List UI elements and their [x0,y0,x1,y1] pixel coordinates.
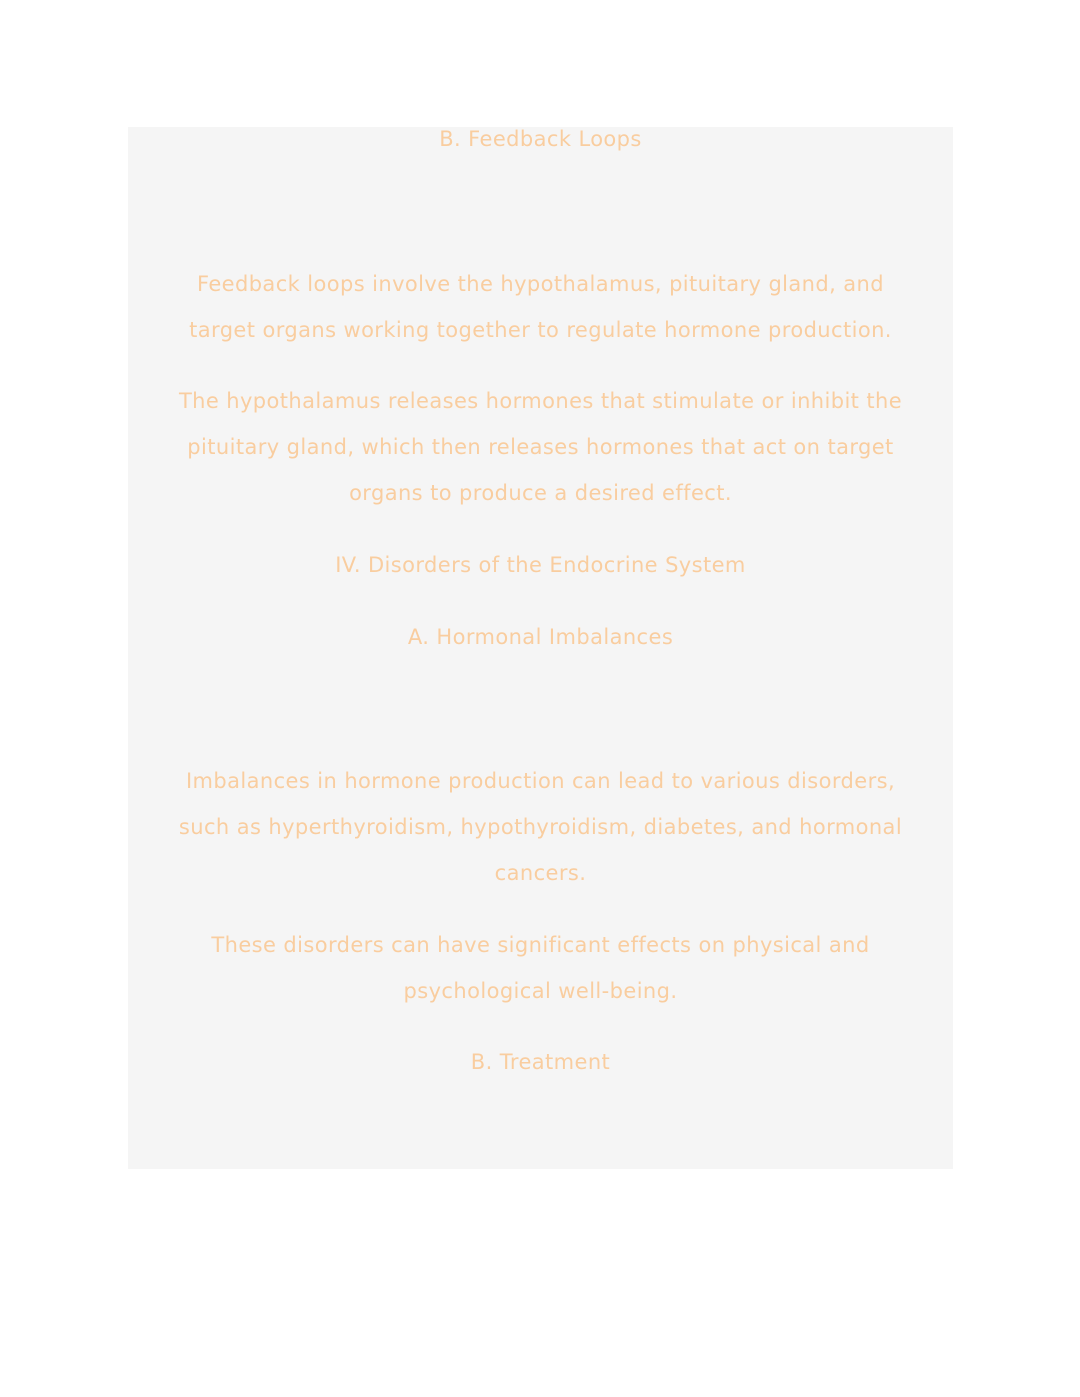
paragraph-line: Feedback loops involve the hypothalamus, pituitary gland, and [197,272,884,296]
paragraph-line: cancers. [494,861,587,885]
paragraph-imbalances [128,758,953,896]
section-heading-treatment: B. Treatment [470,1050,611,1074]
paragraph-disorder-effects [128,922,953,1014]
content-panel [128,127,953,1169]
paragraph-line: such as hyperthyroidism, hypothyroidism, diabetes, and hormonal [178,815,903,839]
section-heading-hormonal-imbalances: A. Hormonal Imbalances [407,625,674,649]
paragraph-line: These disorders can have significant effects on physical and [211,933,870,957]
paragraph-line: psychological well-being. [403,979,678,1003]
paragraph-line: organs to produce a desired effect. [349,481,732,505]
paragraph-line: The hypothalamus releases hormones that stimulate or inhibit the [178,389,903,413]
paragraph-line: Imbalances in hormone production can lead to various disorders, [185,769,896,793]
section-heading-disorders: IV. Disorders of the Endocrine System [335,553,746,577]
paragraph-hypothalamus [128,378,953,516]
paragraph-line: pituitary gland, which then releases hormones that act on target [187,435,894,459]
paragraph-feedback-loops-intro [128,261,953,353]
section-heading-feedback-loops: B. Feedback Loops [439,127,642,151]
paragraph-line: target organs working together to regulate hormone production. [189,318,892,342]
